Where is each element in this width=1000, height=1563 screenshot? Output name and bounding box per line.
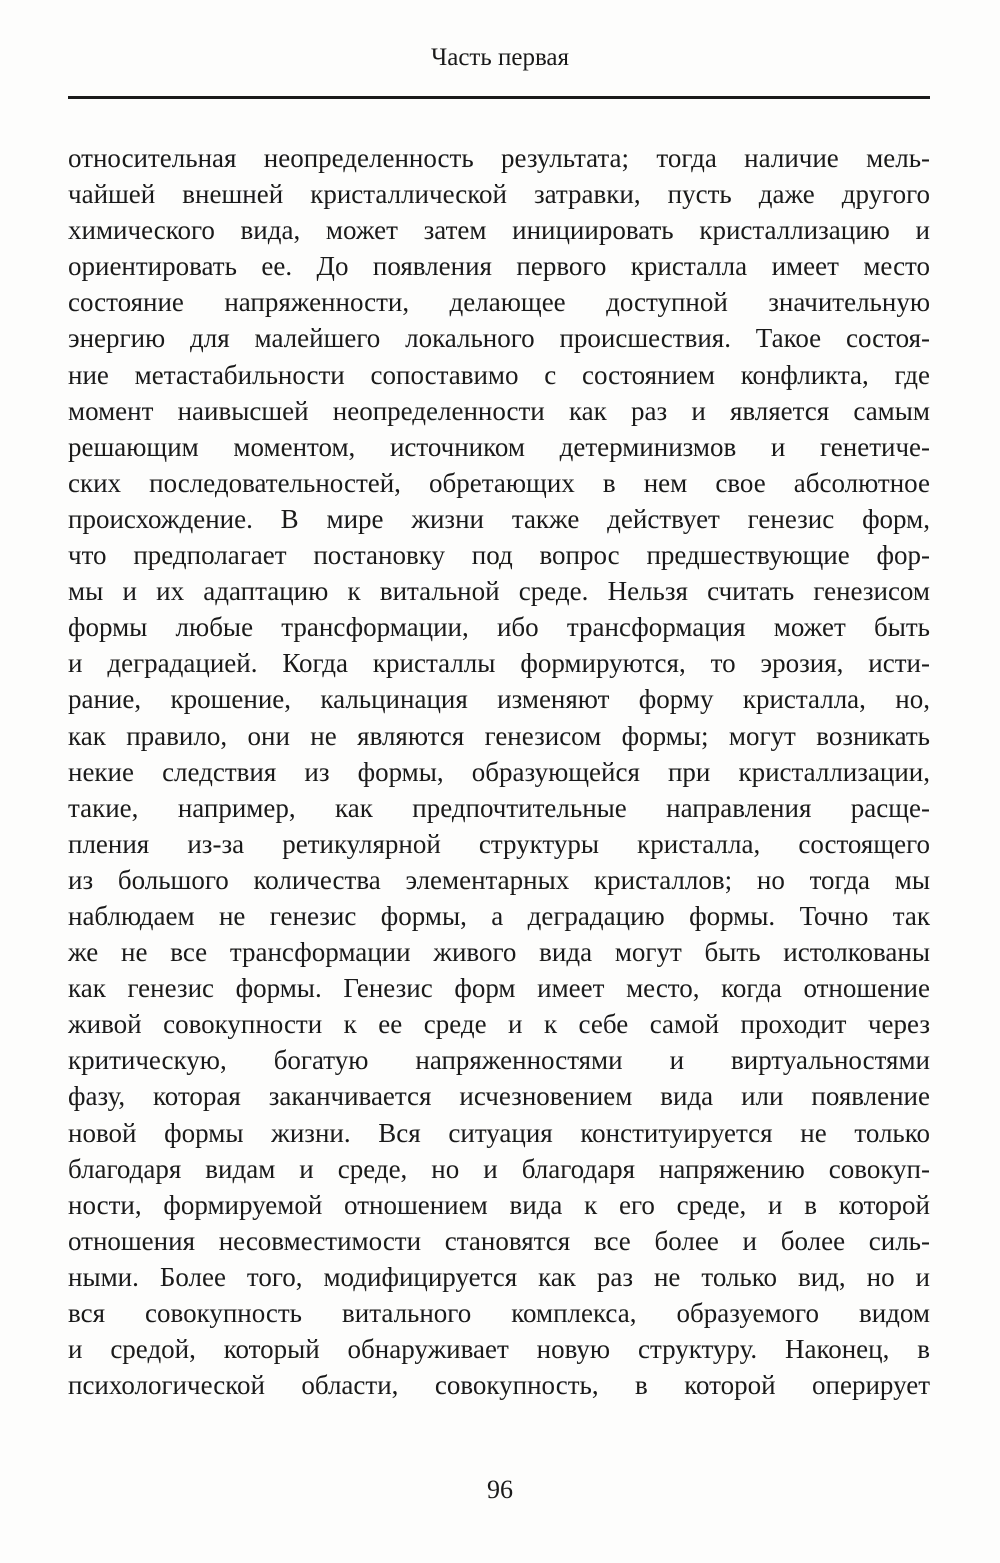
text-line: рание, крошение, кальцинация изменяют форму кристалла, но,: [68, 684, 930, 715]
text-line: наблюдаем не генезис формы, а деградацию формы. Точно так: [68, 900, 930, 931]
text-line: из большого количества элементарных кристаллов; но тогда мы: [68, 864, 930, 895]
text-line: момент наивысшей неопределенности как раз и является самым: [68, 395, 930, 426]
text-line: ности, формируемой отношением вида к его среде, и в которой: [68, 1189, 930, 1220]
text-line: благодаря видам и среде, но и благодаря напряжению совокуп-: [68, 1153, 930, 1184]
text-line: фазу, которая заканчивается исчезновением вида или появление: [68, 1081, 930, 1112]
text-line: живой совокупности к ее среде и к себе самой проходит через: [68, 1009, 930, 1040]
running-head: Часть первая: [430, 44, 570, 71]
text-line: что предполагает постановку под вопрос предшествующие фор-: [68, 540, 930, 571]
text-line: как правило, они не являются генезисом формы; могут возникать: [68, 720, 930, 751]
text-line: мы и их адаптацию к витальной среде. Нельзя считать генезисом: [68, 576, 930, 607]
text-line: решающим моментом, источником детерминизмов и генетиче-: [68, 431, 930, 462]
body-text: [68, 140, 930, 1403]
text-line: психологической области, совокупность, в которой оперирует: [68, 1370, 930, 1401]
text-line: такие, например, как предпочтительные направления расще-: [68, 792, 930, 823]
text-line: некие следствия из формы, образующейся при кристаллизации,: [68, 756, 930, 787]
text-line: ными. Более того, модифицируется как раз не только вид, но и: [68, 1261, 930, 1292]
text-line: новой формы жизни. Вся ситуация конституируется не только: [68, 1117, 930, 1148]
text-line: ние метастабильности сопоставимо с состоянием конфликта, где: [68, 359, 930, 390]
text-line: энергию для малейшего локального происшествия. Такое состоя-: [68, 323, 930, 354]
text-line: состояние напряженности, делающее доступной значительную: [68, 287, 930, 318]
text-line: же не все трансформации живого вида могут быть истолкованы: [68, 937, 930, 968]
text-line: пления из-за ретикулярной структуры кристалла, состоящего: [68, 828, 930, 859]
text-line: относительная неопределенность результата; тогда наличие мель-: [68, 143, 930, 173]
text-line: происхождение. В мире жизни также действует генезис форм,: [68, 503, 930, 534]
text-line: химического вида, может затем инициировать кристаллизацию и: [68, 215, 930, 246]
text-line: чайшей внешней кристаллической затравки, пусть даже другого: [68, 179, 930, 210]
text-line: критическую, богатую напряженностями и виртуальностями: [68, 1045, 930, 1076]
text-line: отношения несовместимости становятся все более и более силь-: [68, 1225, 930, 1256]
header-rule: [68, 96, 930, 99]
text-line: ориентировать ее. До появления первого кристалла имеет место: [68, 251, 930, 282]
text-line: и средой, который обнаруживает новую структуру. Наконец, в: [68, 1334, 930, 1365]
text-line: как генезис формы. Генезис форм имеет место, когда отношение: [68, 973, 930, 1004]
page-number: 96: [487, 1475, 513, 1504]
text-line: формы любые трансформации, ибо трансформация может быть: [68, 612, 930, 643]
text-line: ских последовательностей, обретающих в нем свое абсолютное: [68, 467, 930, 498]
text-line: и деградацией. Когда кристаллы формируются, то эрозия, исти-: [68, 648, 930, 679]
text-line: вся совокупность витального комплекса, образуемого видом: [68, 1298, 930, 1328]
